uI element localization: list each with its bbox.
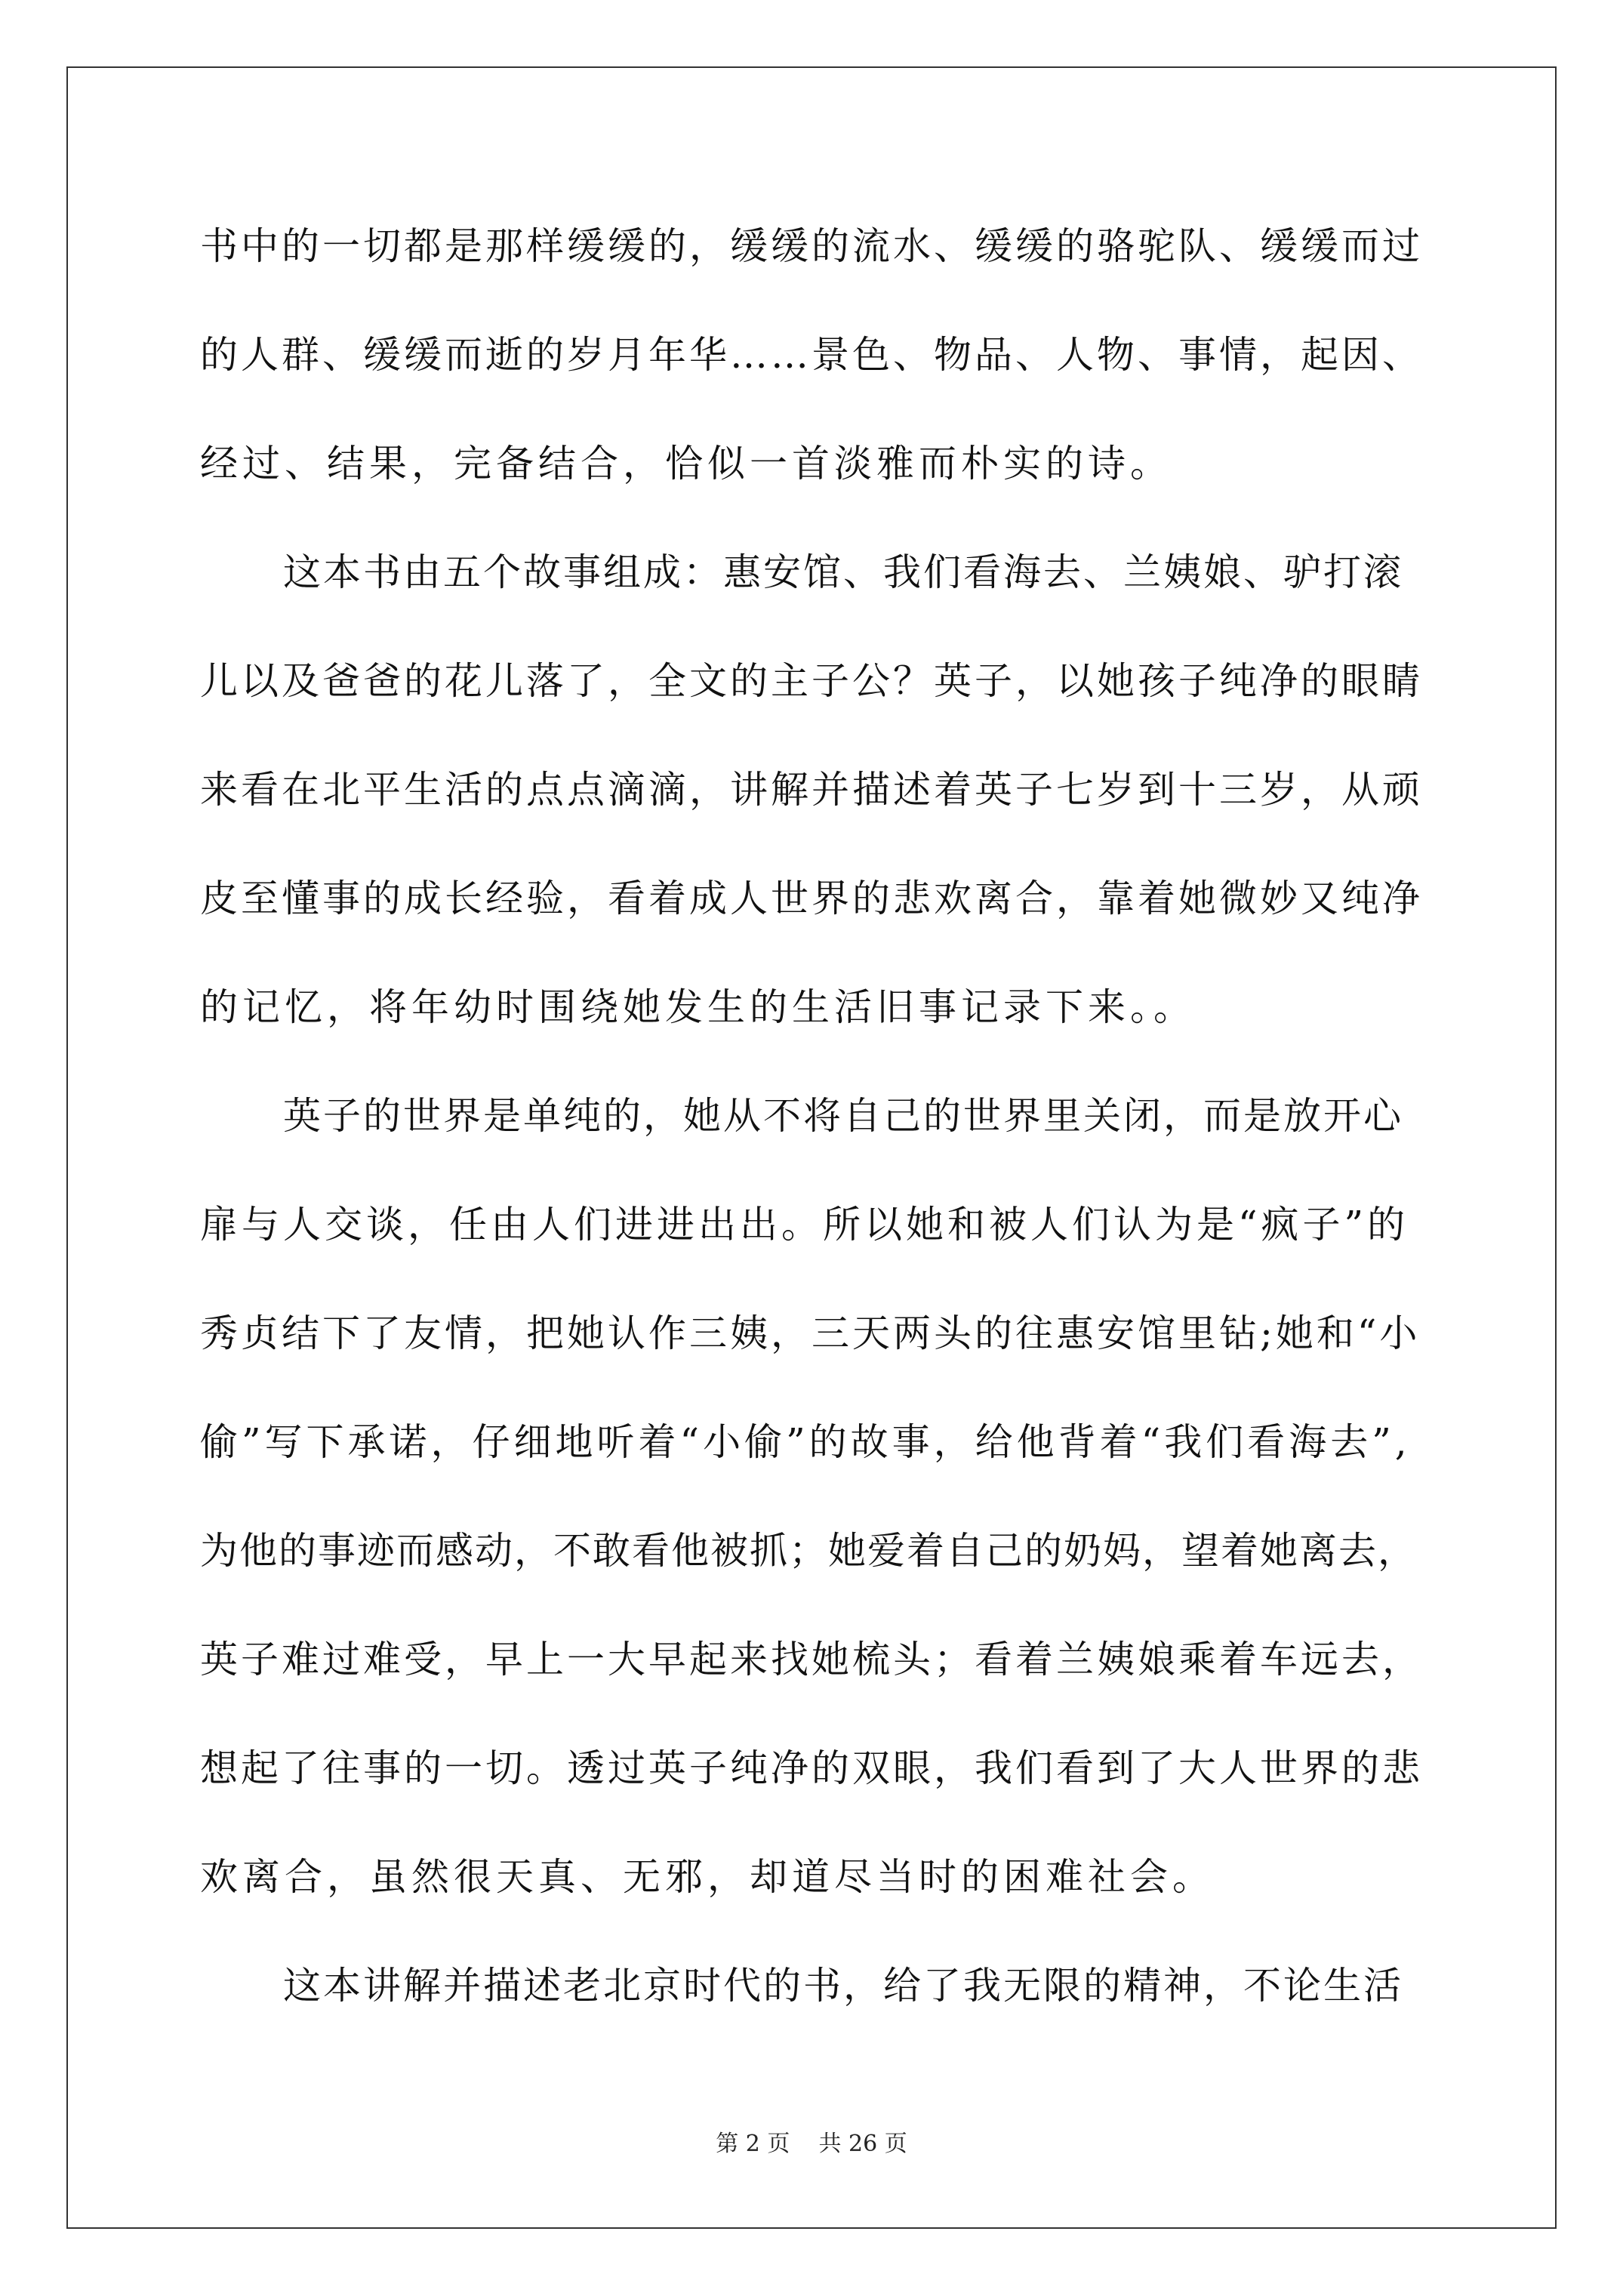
text-line: 儿以及爸爸的花儿落了，全文的主子公？英子，以她孩子纯净的眼睛 — [200, 659, 1423, 703]
text-line: 秀贞结下了友情，把她认作三姨，三天两头的往惠安馆里钻;她和“小 — [200, 1311, 1421, 1355]
text-line: 经过、结果，完备结合，恰似一首淡雅而朴实的诗。 — [200, 442, 1172, 485]
text-line: 的记忆，将年幼时围绕她发生的生活旧事记录下来。。 — [200, 985, 1196, 1029]
text-line: 扉与人交谈，任由人们进进出出。所以她和被人们认为是“疯子”的 — [200, 1203, 1409, 1247]
text-line: 书中的一切都是那样缓缓的，缓缓的流水、缓缓的骆驼队、缓缓而过 — [200, 224, 1423, 268]
text-line: 为他的事迹而感动，不敢看他被抓；她爱着自己的奶妈，望着她离去， — [200, 1529, 1417, 1573]
text-line: 英子难过难受，早上一大早起来找她梳头；看着兰姨娘乘着车远去， — [200, 1638, 1423, 1681]
text-line: 这本书由五个故事组成：惠安馆、我们看海去、兰姨娘、驴打滚 — [283, 550, 1403, 594]
text-line: 英子的世界是单纯的，她从不将自己的世界里关闭，而是放开心 — [283, 1094, 1403, 1138]
text-line: 想起了往事的一切。透过英子纯净的双眼，我们看到了大人世界的悲 — [200, 1746, 1423, 1790]
page-number: 第 2 页 共 26 页 — [716, 2131, 907, 2157]
page-border — [66, 66, 1557, 2229]
text-line: 这本讲解并描述老北京时代的书，给了我无限的精神，不论生活 — [283, 1964, 1403, 2008]
text-line: 皮至懂事的成长经验，看着成人世界的悲欢离合，靠着她微妙又纯净 — [200, 877, 1423, 920]
text-line: 偷”写下承诺，仔细地听着“小偷”的故事，给他背着“我们看海去”, — [200, 1420, 1411, 1464]
text-line: 来看在北平生活的点点滴滴，讲解并描述着英子七岁到十三岁，从顽 — [200, 768, 1423, 812]
text-line: 的人群、缓缓而逝的岁月年华……景色、物品、人物、事情，起因、 — [200, 333, 1423, 377]
text-line: 欢离合，虽然很天真、无邪，却道尽当时的困难社会。 — [200, 1855, 1215, 1899]
